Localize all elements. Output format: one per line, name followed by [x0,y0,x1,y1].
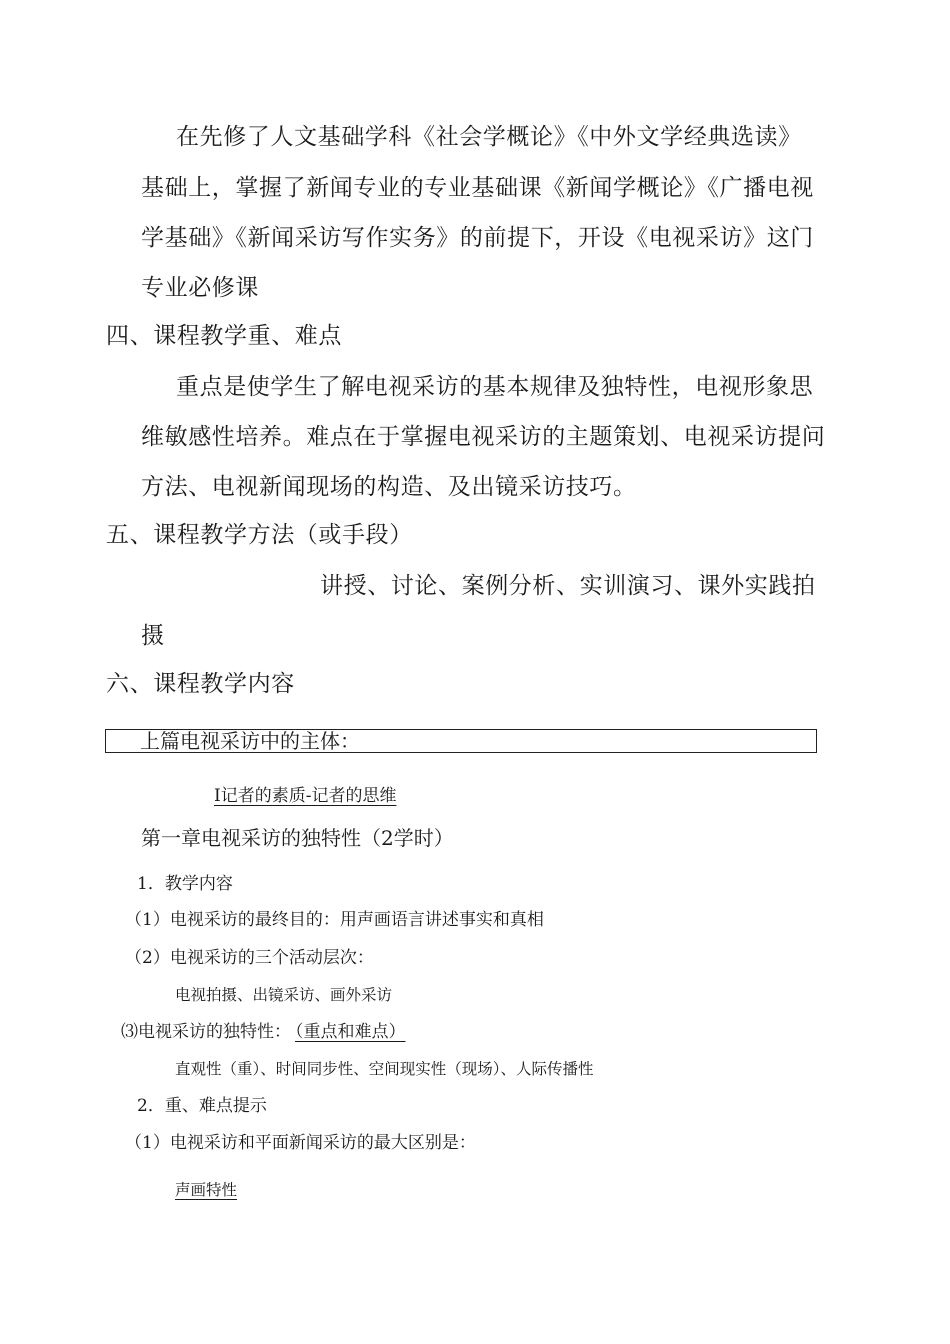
item1-sub1: （1）电视采访的最终目的：用声画语言讲述事实和真相 [125,910,544,930]
item1-title: 1．教学内容 [137,874,233,894]
item1-sub3 [121,1024,406,1041]
item1-sub3-detail: 直观性（重）、时间同步性、空间现实性（现场）、人际传播性 [175,1060,594,1078]
item1-sub3-label: ⑶电视采访的独特性： [121,1022,291,1042]
section3-paragraph-line-3: 学基础》《新闻采访写作实务》的前提下，开设《电视采访》这门 [141,225,814,251]
part-title: 上篇电视采访中的主体： [140,729,360,753]
section5-heading: 五、课程教学方法（或手段） [106,522,413,548]
section5-paragraph-line-2: 摄 [141,623,165,649]
item2-sub1: （1）电视采访和平面新闻采访的最大区别是： [125,1133,476,1153]
item2-title: 2．重、难点提示 [137,1096,267,1116]
part-title-box [105,729,817,753]
item1-sub2-detail: 电视拍摄、出镜采访、画外采访 [175,986,393,1004]
section3-paragraph-line-2: 基础上，掌握了新闻专业的专业基础课《新闻学概论》《广播电视 [141,175,814,201]
section4-paragraph-line-3: 方法、电视新闻现场的构造、及出镜采访技巧。 [141,474,637,500]
section5-paragraph-line-1: 讲授、讨论、案例分析、实训演习、课外实践拍 [320,573,816,599]
chapter-title: 第一章电视采访的独特性（2学时） [141,826,454,850]
section6-heading: 六、课程教学内容 [106,671,295,697]
section4-paragraph-line-1: 重点是使学生了解电视采访的基本规律及独特性，电视形象思 [176,374,814,400]
section4-paragraph-line-2: 维敏感性培养。难点在于掌握电视采访的主题策划、电视采访提问 [141,424,826,450]
item2-sub1-answer: 声画特性 [175,1181,238,1199]
item1-sub3-note: （重点和难点） [295,1022,406,1042]
section3-paragraph-line-4: 专业必修课 [141,275,259,301]
section4-heading: 四、课程教学重、难点 [106,323,342,349]
section3-paragraph-line-1: 在先修了人文基础学科《社会学概论》《中外文学经典选读》 [176,124,802,150]
item1-sub2: （2）电视采访的三个活动层次： [125,948,374,968]
unit-title: I记者的素质-记者的思维 [214,786,397,806]
